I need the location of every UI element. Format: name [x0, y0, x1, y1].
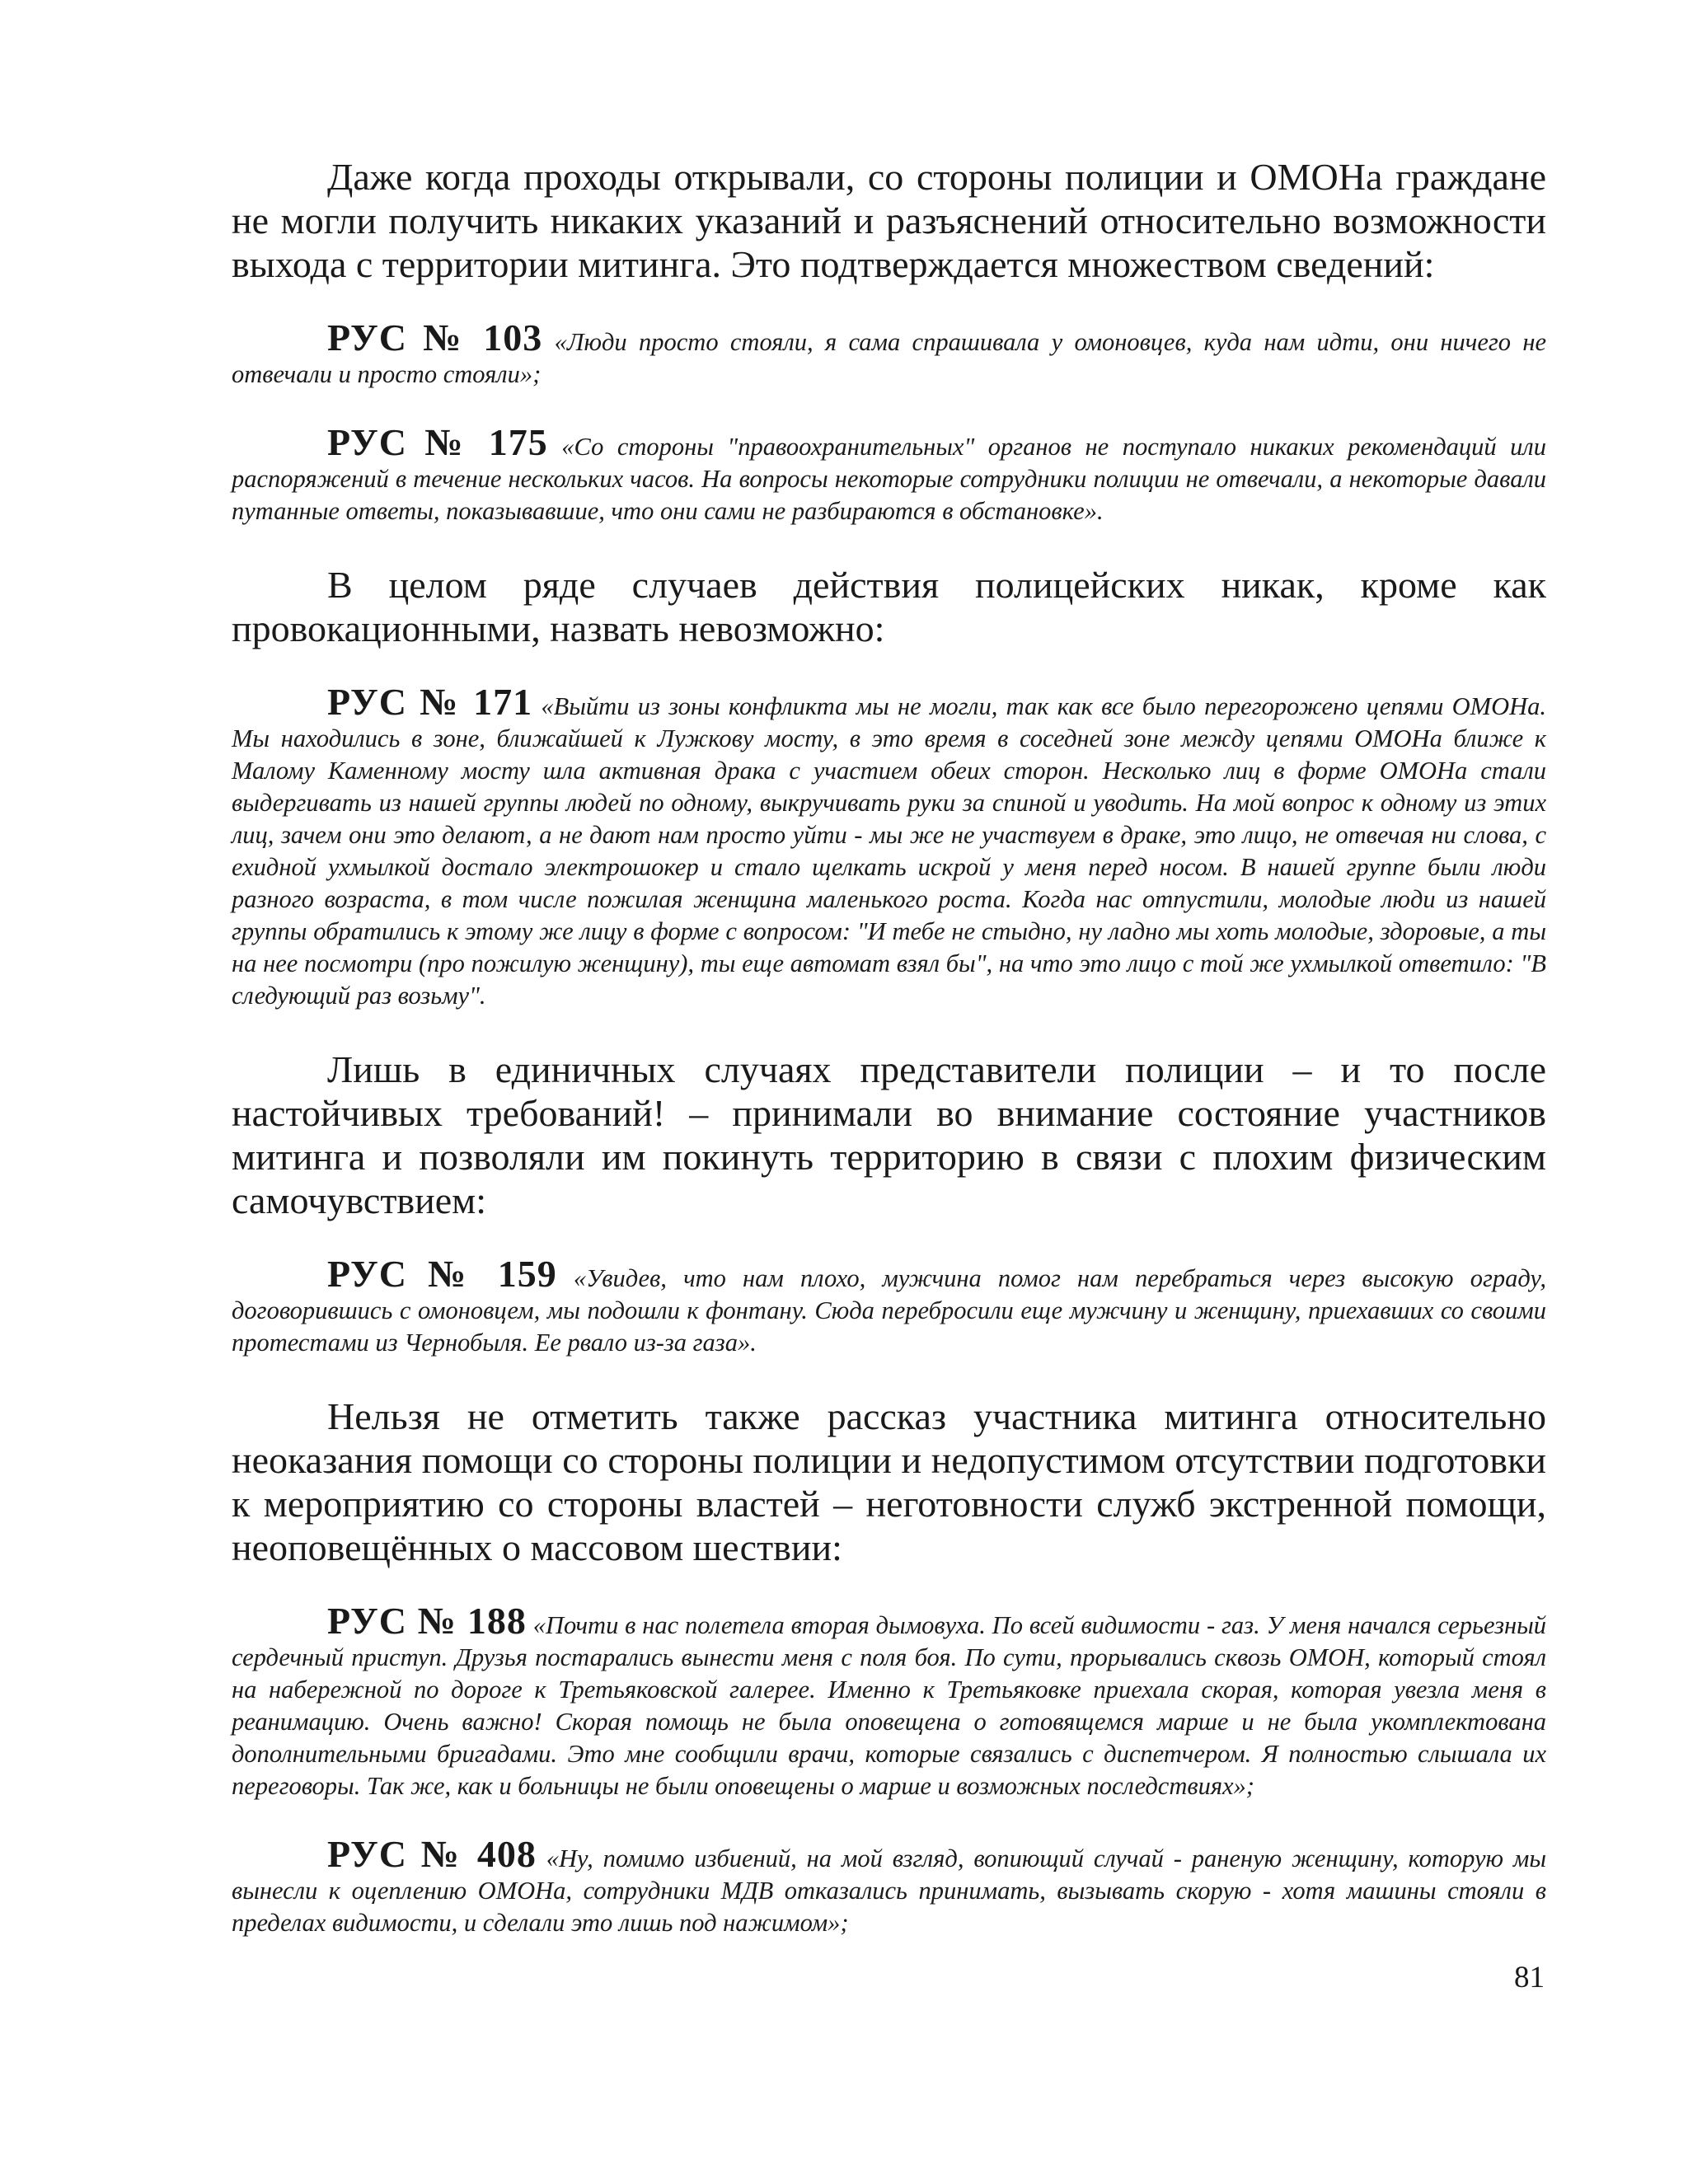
testimony-text: «Ну, помимо избиений, на мой взгляд, вопиющий случай - раненую женщину, которую мы вынесли к оцеплению ОМОНа, сотрудники МДВ отказались принимать, вызывать скорую - хотя машины стояли в пределах видимости, и сделали это лишь под нажимом»; [232, 1844, 1547, 1937]
testimony-reference: РУС № 103 [327, 316, 543, 359]
testimony-text: «Почти в нас полетела вторая дымовуха. По всей видимости - газ. У меня начался серьезный сердечный приступ. Друзья постарались вынести меня с поля боя. По сути, прорывались сквозь ОМОН, который стоял на набережной по дороге к Третьяковской галерее. Именно к Третьяковке приехала скорая, которая увезла меня в реанимацию. Очень важно! Скорая помощь не была оповещена о готовящемся марше и не была укомплектована дополнительными бригадами. Это мне сообщили врачи, которые связались с диспетчером. Я полностью слышала их переговоры. Так же, как и больницы не были оповещены о марше и возможных последствиях»; [232, 1611, 1547, 1800]
testimony-text: «Выйти из зоны конфликта мы не могли, так как все было перегорожено цепями ОМОНа. Мы находились в зоне, ближайшей к Лужкову мосту, в это время в соседней зоне между цепями ОМОНа ближе к Малому Каменному мосту шла активная драка с участием обеих сторон. Несколько лиц в форме ОМОНа стали выдергивать из нашей группы людей по одному, выкручивать руки за спиной и уводить. На мой вопрос к одному из этих лиц, зачем они это делают, а не дают нам просто уйти - мы же не участвуем в драке, это лицо, не отвечая ни слова, с ехидной ухмылкой достало электрошокер и стало щелкать искрой у меня перед носом. В нашей группе были люди разного возраста, в том числе пожилая женщина маленького роста. Когда нас отпустили, молодые люди из нашей группы обратились к этому же лицу в форме с вопросом: "И тебе не стыдно, ну ладно мы хоть молодые, здоровые, а ты на нее посмотри (про пожилую женщину), ты еще автомат взял бы", на что это лицо с той же ухмылкой ответило: "В следующий раз возьму". [232, 692, 1547, 1010]
testimony-text: «Со стороны "правоохранительных" органов не поступало никаких рекомендаций или распоряжений в течение нескольких часов. На вопросы некоторые сотрудники полиции не отвечали, а некоторые давали путанные ответы, показывавшие, что они сами не разбираются в обстановке». [232, 433, 1546, 525]
testimony-quote [232, 1600, 1547, 1802]
testimony-reference: РУС № 171 [327, 681, 533, 723]
testimony-reference: РУС № 408 [327, 1833, 537, 1875]
testimony-text: «Люди просто стояли, я сама спрашивала у омоновцев, куда нам идти, они ничего не отвечали и просто стояли»; [232, 328, 1547, 388]
paragraph: Даже когда проходы открывали, со стороны полиции и ОМОНа граждане не могли получить никаких указаний и разъяснений относительно возможности выхода с территории митинга. Это подтверждается множеством сведений: [232, 156, 1546, 285]
testimony-reference: РУС № 159 [327, 1253, 557, 1295]
paragraph: Лишь в единичных случаях представители полиции – и то после настойчивых требований! – принимали во внимание состояние участников митинга и позволяли им покинуть территорию в связи с плохим физическим самочувствием: [232, 1048, 1546, 1221]
testimony-quote [232, 681, 1547, 1012]
testimony-reference: РУС № 175 [327, 421, 548, 463]
testimony-quote [232, 1833, 1547, 1939]
testimony-quote [232, 316, 1547, 391]
document-body [232, 155, 1546, 1975]
page-number: 81 [1514, 1961, 1545, 1994]
testimony-reference: РУС № 188 [327, 1600, 527, 1642]
paragraph: Нельзя не отметить также рассказ участника митинга относительно неоказания помощи со стороны полиции и недопустимом отсутствии подготовки к мероприятию со стороны властей – неготовности служб экстренной помощи, неоповещённых о массовом шествии: [232, 1395, 1546, 1568]
paragraph: В целом ряде случаев действия полицейских никак, кроме как провокационными, назвать невозможно: [232, 564, 1546, 649]
testimony-quote [232, 1253, 1547, 1359]
testimony-text: «Увидев, что нам плохо, мужчина помог нам перебраться через высокую ограду, договорившись с омоновцем, мы подошли к фонтану. Сюда перебросили еще мужчину и женщину, приехавших со своими протестами из Чернобыля. Ее рвало из-за газа». [232, 1264, 1547, 1357]
testimony-quote [232, 421, 1546, 527]
